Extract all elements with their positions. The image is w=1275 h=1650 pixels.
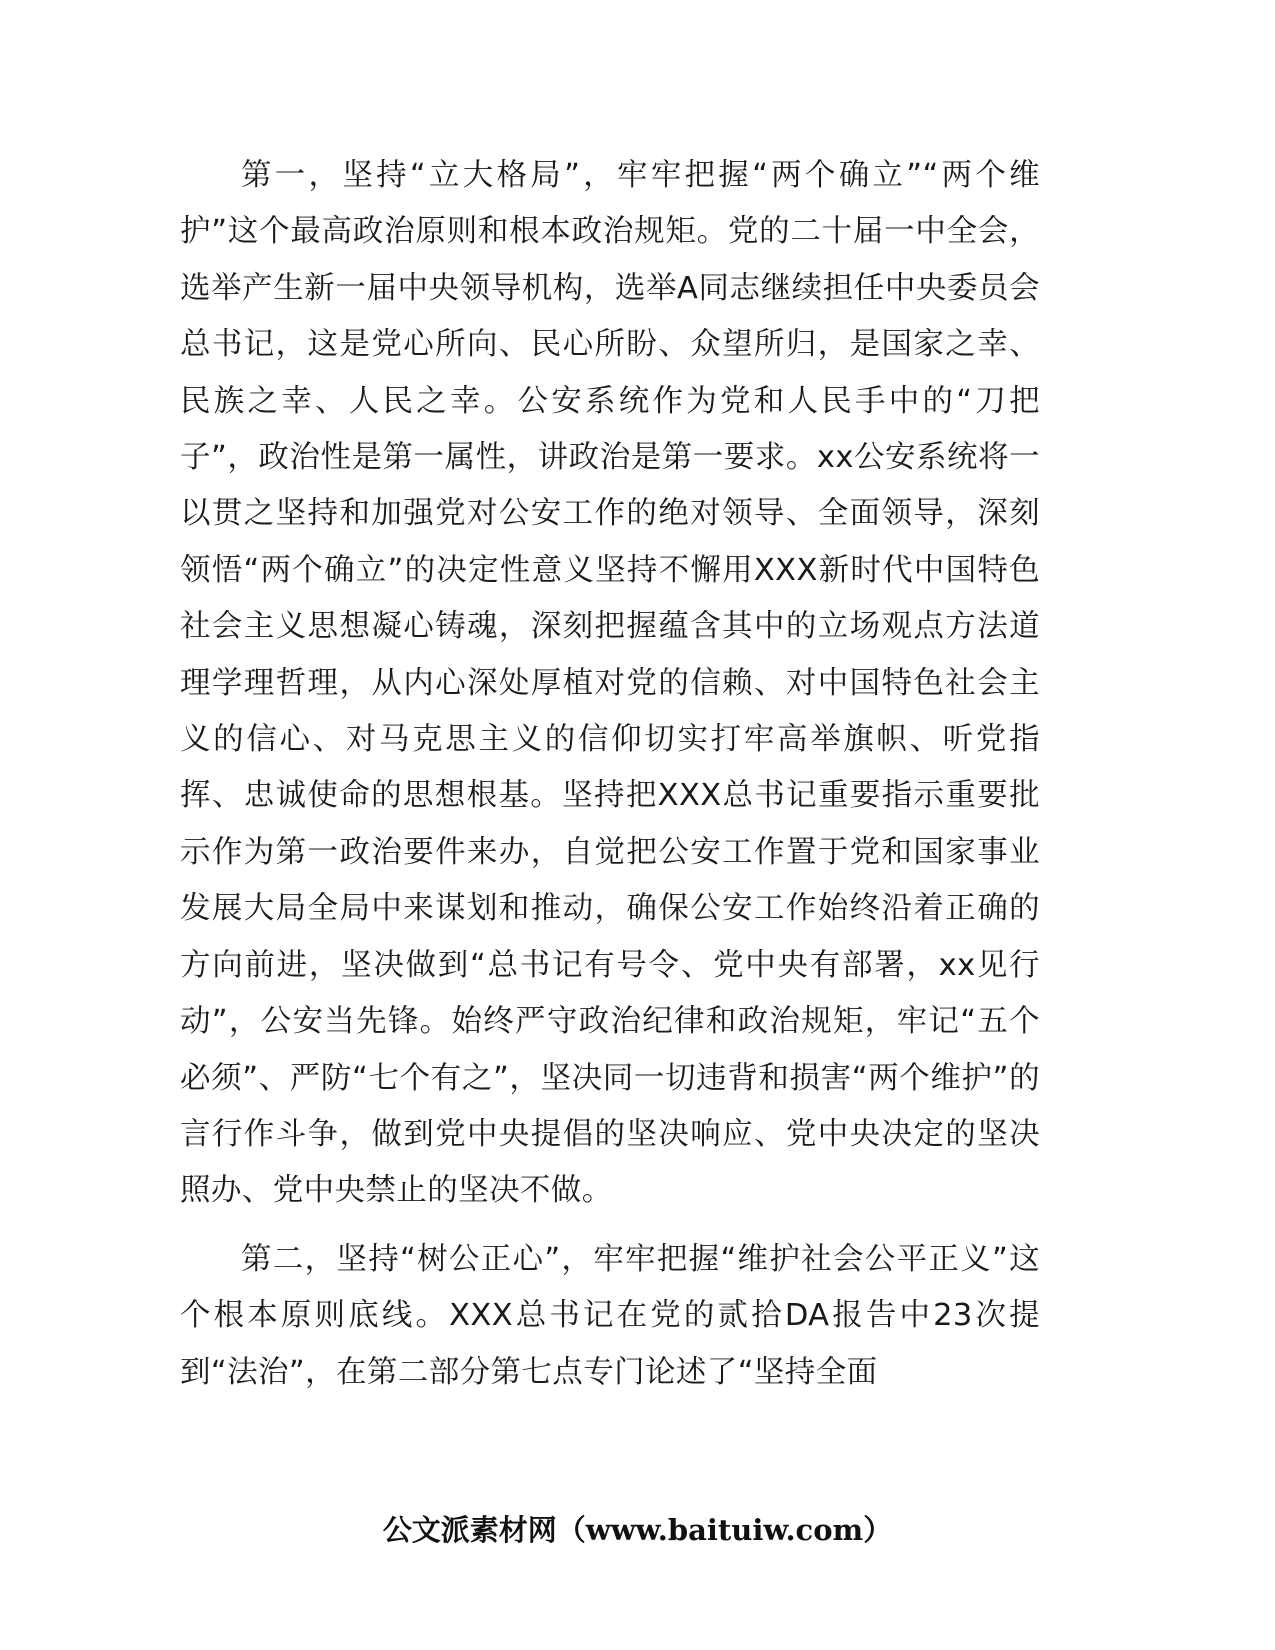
paragraph-2: 第二，坚持“树公正心”，牢牢把握“维护社会公平正义”这个根本原则底线。XXX总书记在党的贰拾DA报告中23次提到“法治”，在第二部分第七点专门论述了“坚持全面 [180,1241,1040,1390]
footer-source: 公文派素材网（www.baituiw.com） [382,1513,893,1547]
paragraph-1: 第一，坚持“立大格局”，牢牢把握“两个确立”“两个维护”这个最高政治原则和根本政治规矩。党的二十届一中全会，选举产生新一届中央领导机构，选举A同志继续担任中央委员会总书记，这是党心所向、民心所盼、众望所归，是国家之幸、民族之幸、人民之幸。公安系统作为党和人民手中的“刀把子”，政治性是第一属性，讲政治是第一要求。xx公安系统将一以贯之坚持和加强党对公安工作的绝对领导、全面领导，深刻领悟“两个确立”的决定性意义坚持不懈用XXX新时代中国特色社会主义思想凝心铸魂，深刻把握蕴含其中的立场观点方法道理学理哲理，从内心深处厚植对党的信赖、对中国特色社会主义的信心、对马克思主义的信仰切实打牢高举旗帜、听党指挥、忠诚使命的思想根基。坚持把XXX总书记重要指示重要批示作为第一政治要件来办，自觉把公安工作置于党和国家事业发展大局全局中来谋划和推动，确保公安工作始终沿着正确的方向前进，坚决做到“总书记有号令、党中央有部署，xx见行动”，公安当先锋。始终严守政治纪律和政治规矩，牢记“五个必须”、严防“七个有之”，坚决同一切违背和损害“两个维护”的言行作斗争，做到党中央提倡的坚决响应、党中央决定的坚决照办、党中央禁止的坚决不做。 [180,158,1040,1209]
document-body [180,148,1040,1401]
